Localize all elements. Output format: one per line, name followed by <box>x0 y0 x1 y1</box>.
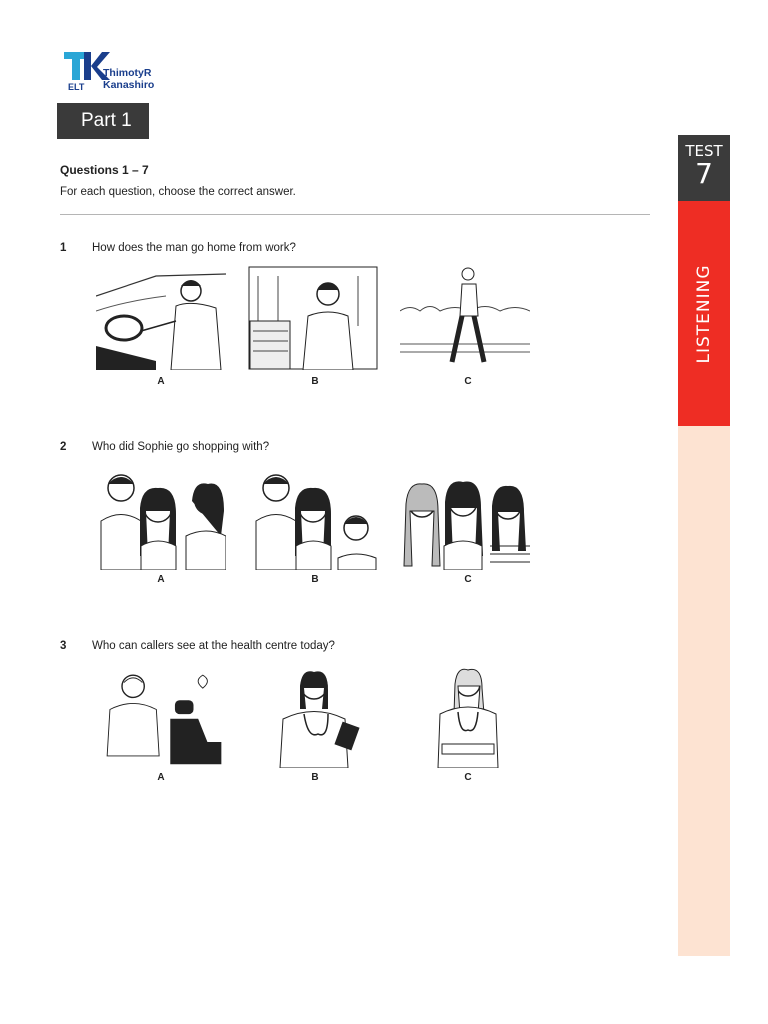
question-text: Who did Sophie go shopping with? <box>92 441 270 453</box>
test-tab <box>678 135 730 201</box>
option-label: B <box>311 376 319 387</box>
option-label: A <box>157 772 165 783</box>
section-tab <box>678 201 730 426</box>
option-label: B <box>311 574 319 585</box>
option-label: A <box>157 574 165 585</box>
man-woman-and-boy-image[interactable] <box>248 466 378 570</box>
test-label: TEST <box>685 142 723 160</box>
divider <box>60 214 650 215</box>
questions-range: Questions 1 – 7 <box>60 163 149 177</box>
part-label: Part 1 <box>57 103 149 139</box>
option-label: C <box>464 574 472 585</box>
man-walking-image[interactable] <box>400 266 530 370</box>
question-number: 3 <box>60 640 67 652</box>
instructions: For each question, choose the correct answer. <box>60 186 296 198</box>
logo-sub-label: ELT <box>68 82 85 92</box>
man-driving-car-image[interactable] <box>96 266 226 370</box>
test-number: 7 <box>695 157 713 190</box>
question-number: 2 <box>60 441 67 453</box>
question-text: Who can callers see at the health centre today? <box>92 640 335 652</box>
man-and-two-women-image[interactable] <box>96 466 226 570</box>
option-label: C <box>464 772 472 783</box>
option-label: C <box>464 376 472 387</box>
option-label: B <box>311 772 319 783</box>
logo-name: ThimotyR Kanashiro <box>103 67 155 91</box>
doctor-with-clipboard-image[interactable] <box>248 664 378 768</box>
question-number: 1 <box>60 242 67 254</box>
man-on-bus-image[interactable] <box>248 266 378 370</box>
dentist-image[interactable] <box>96 664 226 768</box>
side-strip <box>678 426 730 956</box>
three-girls-image[interactable] <box>400 466 530 570</box>
female-doctor-image[interactable] <box>400 664 530 768</box>
option-label: A <box>157 376 165 387</box>
question-text: How does the man go home from work? <box>92 242 296 254</box>
section-label: LISTENING <box>694 263 714 364</box>
